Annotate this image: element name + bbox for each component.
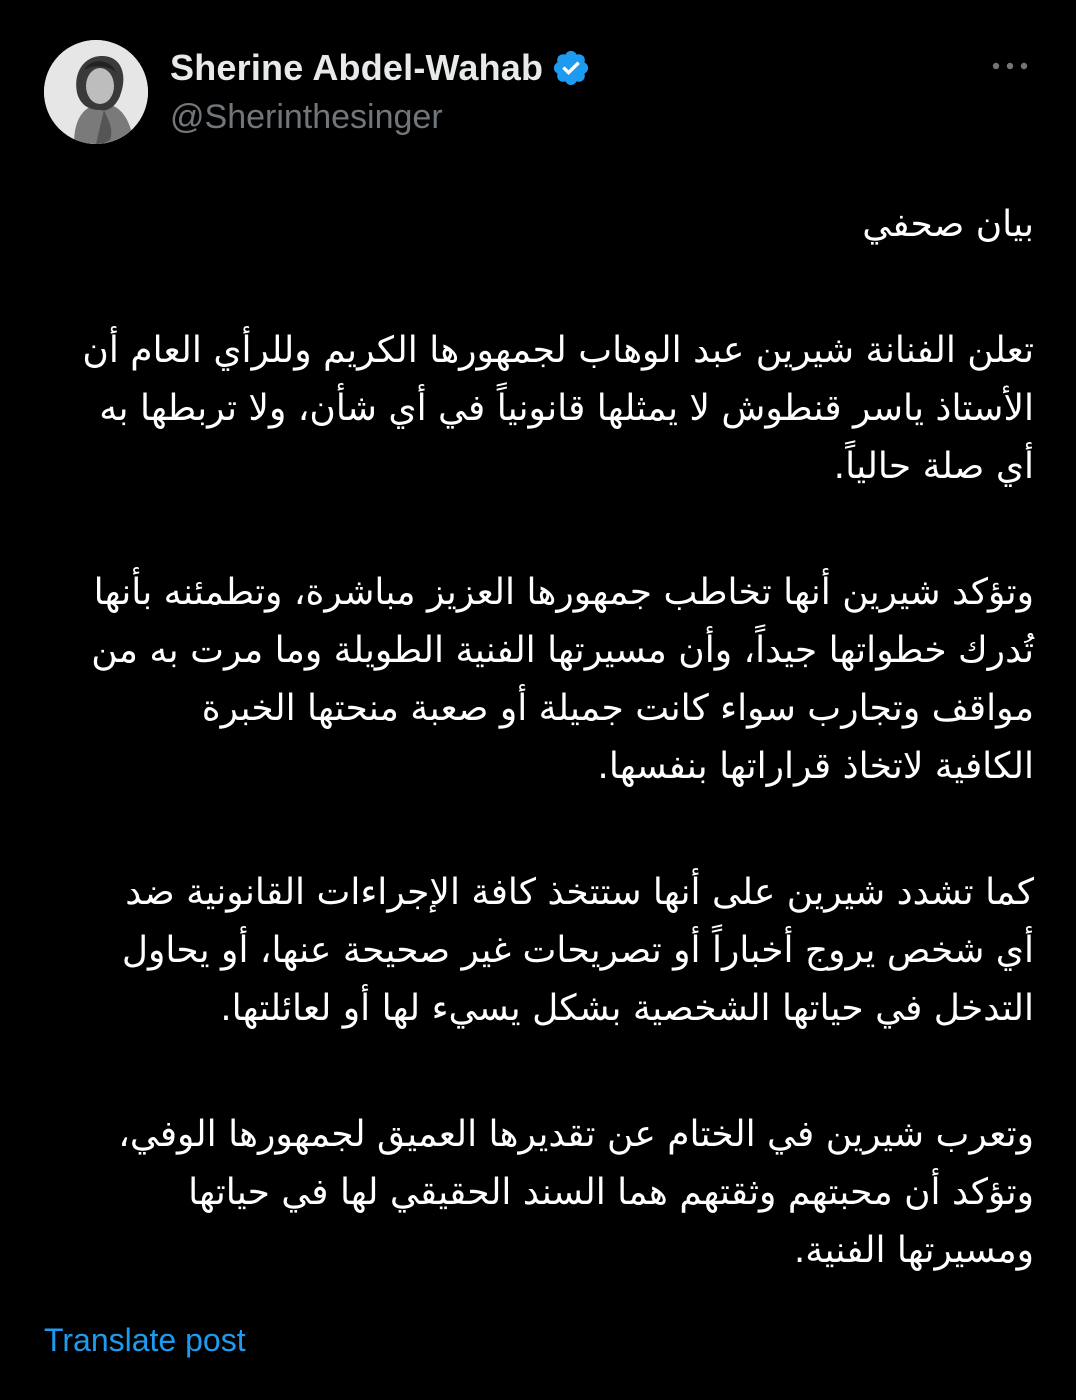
- author-handle[interactable]: @Sherinthesinger: [170, 98, 443, 136]
- post-paragraph: وتؤكد شيرين أنها تخاطب جمهورها العزيز مباشرة، وتطمئنه بأنها تُدرك خطواتها جيداً، وأن مسيرتها الفنية الطويلة وما مرت به من مواقف وتجارب سواء كانت جميلة أو صعبة منحتها الخبرة الكافية لاتخاذ قراراتها بنفسها.: [91, 572, 1034, 787]
- author-avatar[interactable]: [44, 40, 148, 144]
- author-display-name[interactable]: Sherine Abdel-Wahab: [170, 47, 544, 88]
- post-paragraph: كما تشدد شيرين على أنها ستتخذ كافة الإجراءات القانونية ضد أي شخص يروج أخباراً أو تصريحات غير صحيحة عنها، أو يحاول التدخل في حياتها الشخصية بشكل يسيء لها أو لعائلتها.: [121, 872, 1034, 1029]
- post-text: [44, 196, 1034, 1280]
- more-options-icon[interactable]: [984, 48, 1036, 84]
- post-header: [0, 0, 1076, 170]
- profile-photo: [44, 40, 148, 144]
- post-paragraph: وتعرب شيرين في الختام عن تقديرها العميق لجمهورها الوفي، وتؤكد أن محبتهم وثقتهم هما السند الحقيقي لها في حياتها ومسيرتها الفنية.: [118, 1114, 1034, 1271]
- verified-badge-icon: [551, 48, 591, 88]
- translate-post-link[interactable]: Translate post: [44, 1322, 246, 1358]
- post-paragraph-title: بيان صحفي: [862, 204, 1034, 245]
- author-name-row: [170, 44, 591, 92]
- post-paragraph: تعلن الفنانة شيرين عبد الوهاب لجمهورها الكريم وللرأي العام أن الأستاذ ياسر قنطوش لا يمثلها قانونياً في أي شأن، ولا تربطها به أي صلة حالياً.: [82, 330, 1034, 487]
